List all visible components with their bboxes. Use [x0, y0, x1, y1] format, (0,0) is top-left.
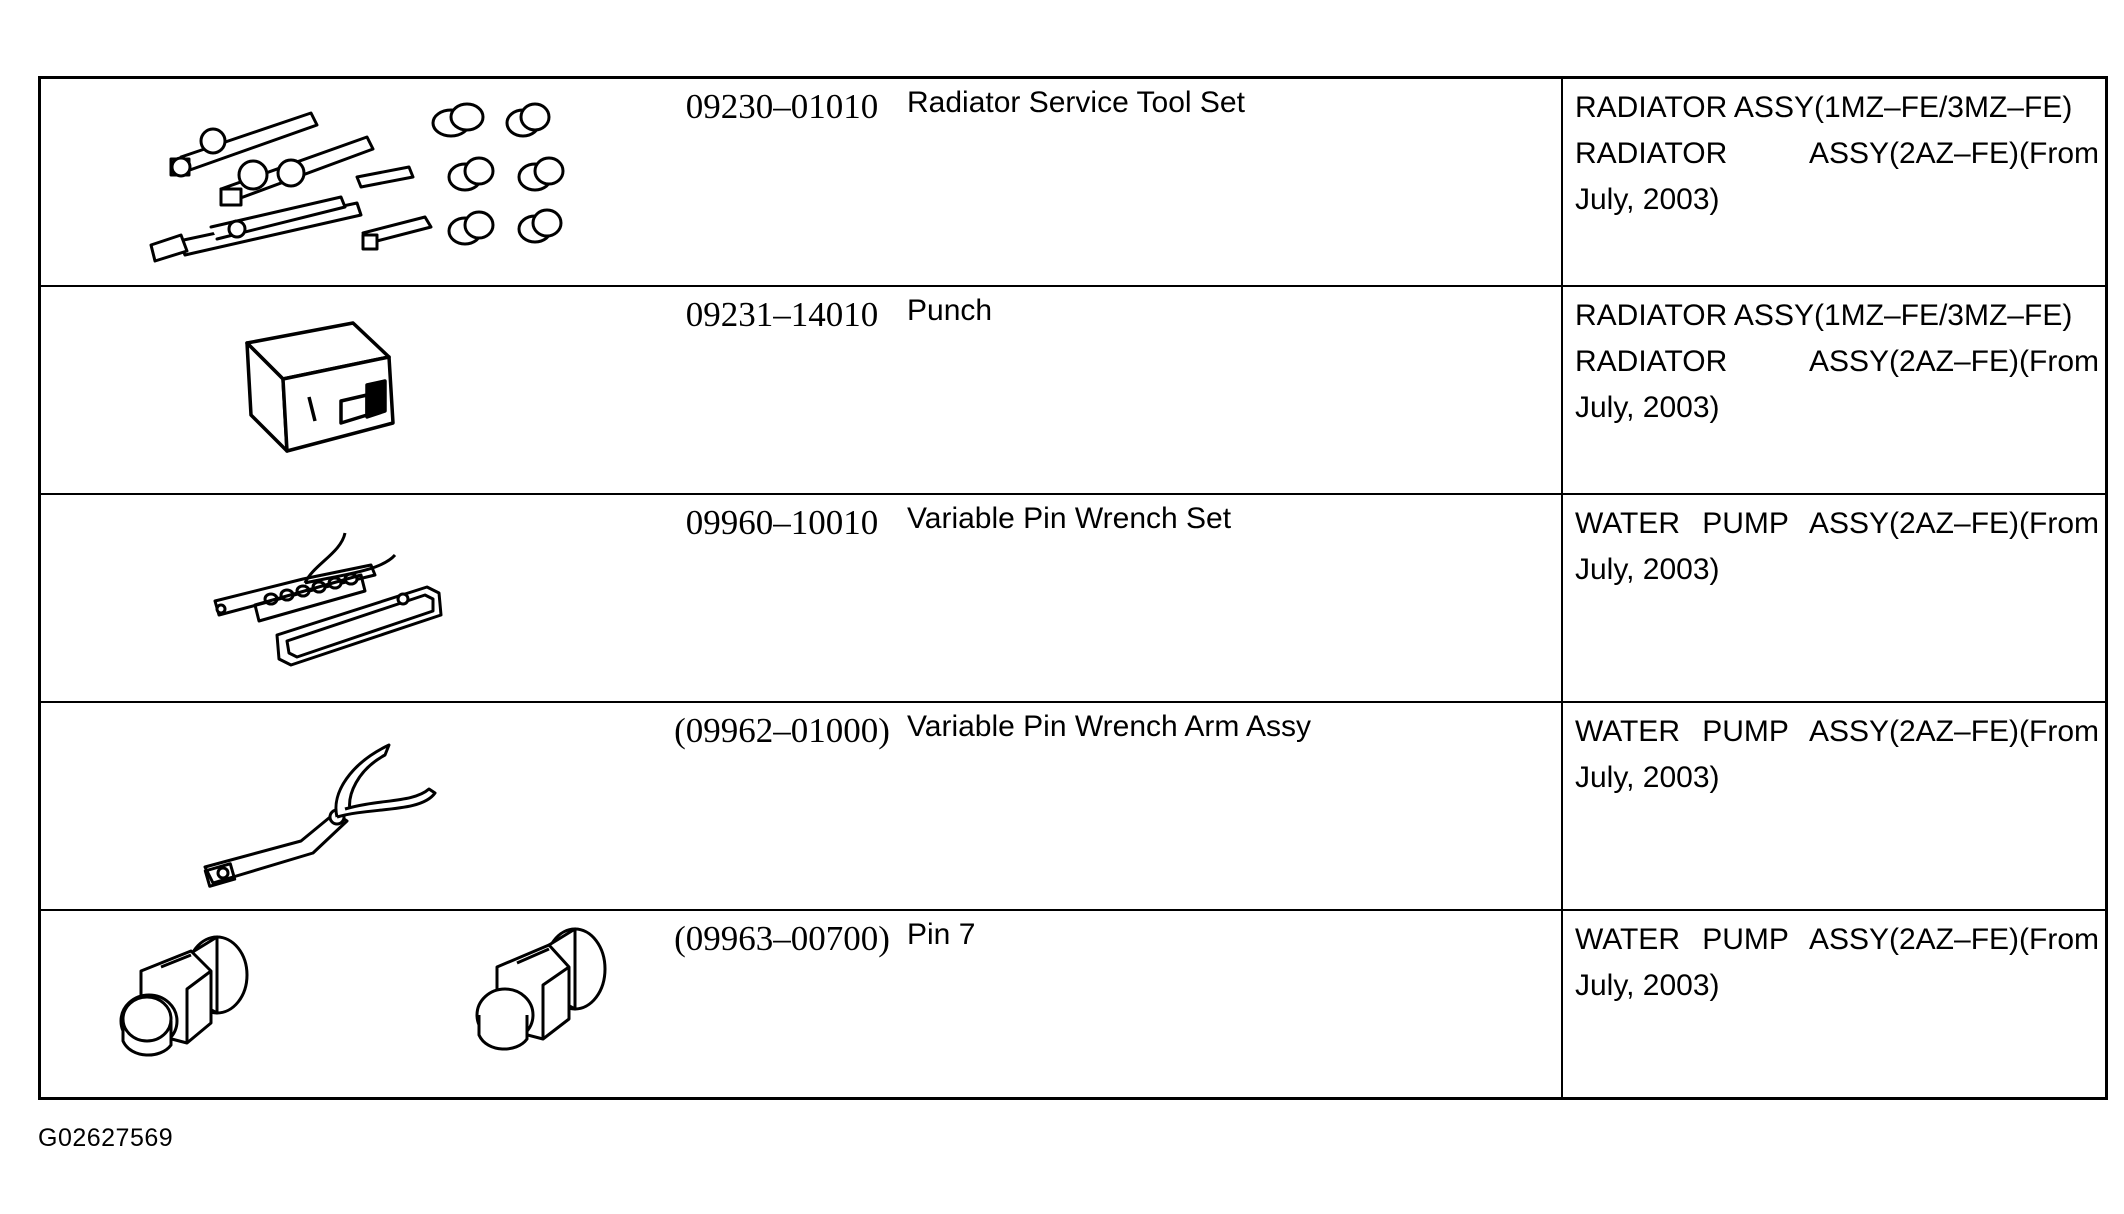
usage-line: WATER PUMP ASSY(2AZ–FE)(From: [1575, 715, 2099, 748]
tool-name: Pin 7: [907, 918, 976, 951]
tool-name: Variable Pin Wrench Set: [907, 502, 1232, 535]
punch-icon: [41, 287, 641, 493]
usage-line: RADIATOR ASSY(1MZ–FE/3MZ–FE): [1575, 299, 2073, 332]
usage-description: [1575, 917, 2099, 1009]
usage-line: RADIATOR ASSY(2AZ–FE)(From: [1575, 137, 2099, 170]
figure-id: G02627569: [38, 1124, 174, 1152]
usage-description: [1575, 709, 2099, 801]
usage-line: WATER PUMP ASSY(2AZ–FE)(From: [1575, 923, 2099, 956]
table-row: [41, 79, 2105, 287]
usage-description: [1575, 85, 2099, 223]
usage-line: RADIATOR ASSY(2AZ–FE)(From: [1575, 345, 2099, 378]
usage-line: July, 2003): [1575, 553, 1720, 586]
table-row: [41, 911, 2105, 1097]
usage-line: July, 2003): [1575, 183, 1720, 216]
pin-icon: [41, 911, 641, 1097]
part-number: 09960–10010: [685, 503, 879, 542]
part-number: 09230–01010: [685, 87, 879, 126]
pin-wrench-arm-icon: [41, 703, 641, 909]
table-row: [41, 287, 2105, 495]
table-row: [41, 703, 2105, 911]
part-number: 09231–14010: [685, 295, 879, 334]
part-number: (09962–01000): [674, 711, 890, 750]
tool-name: Radiator Service Tool Set: [907, 86, 1245, 119]
usage-line: July, 2003): [1575, 969, 1720, 1002]
special-service-tools-table: [38, 76, 2108, 1100]
usage-line: July, 2003): [1575, 391, 1720, 424]
usage-line: RADIATOR ASSY(1MZ–FE/3MZ–FE): [1575, 91, 2073, 124]
part-number: (09963–00700): [674, 919, 890, 958]
tool-name: Punch: [907, 294, 993, 327]
radiator-service-tool-set-icon: [41, 79, 641, 285]
usage-line: WATER PUMP ASSY(2AZ–FE)(From: [1575, 507, 2099, 540]
usage-description: [1575, 293, 2099, 431]
table-row: [41, 495, 2105, 703]
usage-description: [1575, 501, 2099, 593]
usage-line: July, 2003): [1575, 761, 1720, 794]
variable-pin-wrench-set-icon: [41, 495, 641, 701]
tool-name: Variable Pin Wrench Arm Assy: [907, 710, 1312, 743]
